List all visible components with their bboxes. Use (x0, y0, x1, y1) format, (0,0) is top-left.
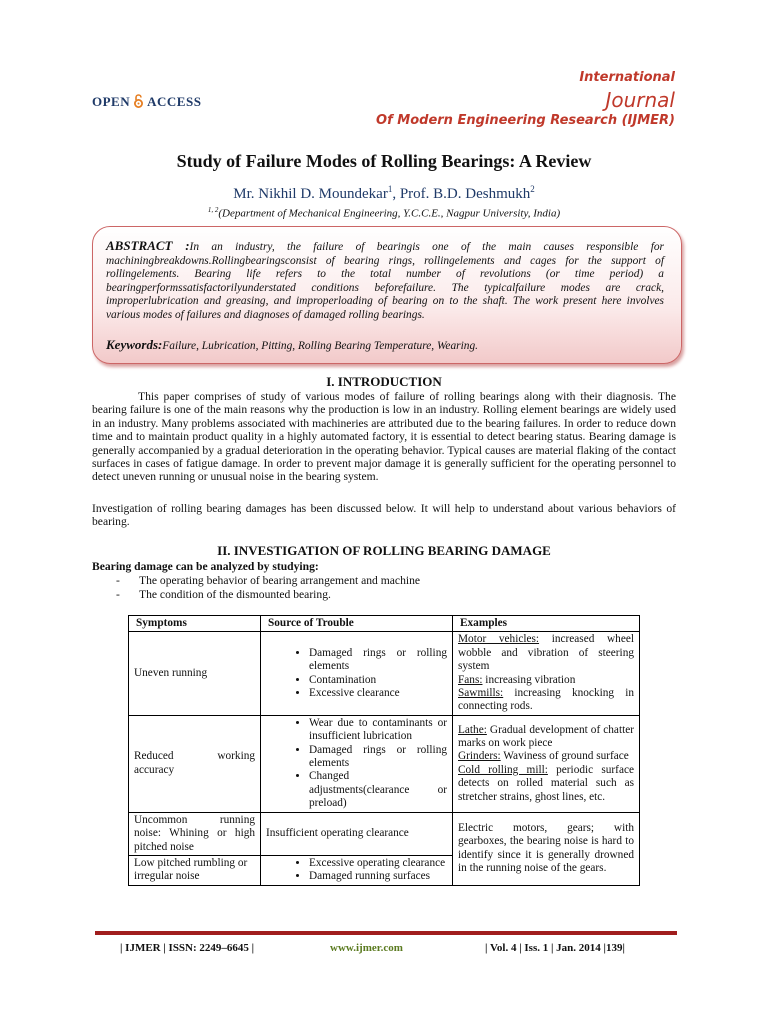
example-label: Fans: (458, 673, 483, 686)
open-access-left: OPEN (92, 94, 131, 109)
keywords (106, 337, 666, 353)
list-item-text: The operating behavior of bearing arrangement and machine (139, 574, 421, 587)
source-cell (261, 855, 453, 885)
source-item: • Damaged rings or rolling elements (309, 647, 447, 674)
symptom-cell: Reduced working accuracy (129, 715, 261, 812)
source-item: • Contamination (309, 674, 447, 687)
header-source: Source of Trouble (261, 616, 453, 632)
list-item-text: The condition of the dismounted bearing. (139, 588, 331, 601)
authors (0, 184, 768, 203)
example-text: Gradual development of chatter marks on work piece (458, 723, 634, 749)
source-item: • Excessive operating clearance (309, 857, 447, 870)
affiliation (0, 206, 768, 220)
author-2-sup: 2 (530, 184, 535, 194)
footer-rule (95, 931, 677, 935)
author-2: Prof. B.D. Deshmukh (399, 186, 531, 202)
source-item: • Damaged rings or rolling elements (309, 744, 447, 771)
examples-cell (453, 715, 640, 812)
journal-name: Journal (605, 88, 675, 112)
symptom-cell: Low pitched rumbling or irregular noise (129, 855, 261, 885)
journal-international: International (579, 70, 675, 85)
list-item (116, 588, 331, 601)
dash-marker: - (116, 574, 120, 587)
intro-paragraph-1: This paper comprises of study of various modes of failure of rolling bearings along with their diagnosis. The bearing failure is one of the main reasons why the production is low in an industry. Rolling element bearings are widely used in an industry. Many problems associated with machineries are attributed due to the bearing failures. In order to reduce down time and to maintain product quality in a highly automated factory, it is essential to detect bearing status. Bearing damage is generally accompanied by a gradual deterioration in the operating behavior. Typical causes are material flaking of the contact surfaces in cases of fatigue damage. In order to prevent major damage it is generally sufficient for the operating personnel to detect uneven running or unusual noise in the bearing system. (92, 390, 676, 484)
example-text: periodic surface detects on rolled material such as stretcher strains, ghost lines, etc. (458, 763, 634, 803)
abstract-body: In an industry, the failure of bearingis one of the main causes responsible for machiningbreakdowns.Rollingbearingsconsist of bearing rings, rollingelements and cages for the support of rollingelements. Bearing life refers to the total number of revolutions (or time period) a bearingperformssatisfactorilyunderstated conditions beforefailure. The typicalfailure modes are crack, improperlubrication and greasing, and improperloading of bearing on to the shaft. The work present here involves various modes of failures and diagnoses of damaged rolling bearings. (106, 241, 664, 321)
example-label: Sawmills: (458, 687, 504, 700)
footer-issn: | IJMER | ISSN: 2249–6645 | (120, 942, 255, 954)
open-access-right: ACCESS (147, 94, 202, 109)
open-lock-icon (133, 94, 144, 108)
affiliation-text: (Department of Mechanical Engineering, Y.C.C.E., Nagpur University, India) (218, 207, 561, 220)
paper-title: Study of Failure Modes of Rolling Bearings: A Review (176, 151, 592, 171)
example-label: Lathe: (458, 723, 487, 736)
source-item: • Wear due to contaminants or insufficient lubrication (309, 717, 447, 744)
footer-website-link[interactable]: www.ijmer.com (330, 942, 403, 954)
example-label: Grinders: (458, 750, 501, 763)
abstract (106, 239, 664, 323)
footer-volume: | Vol. 4 | Iss. 1 | Jan. 2014 |139| (485, 942, 625, 954)
examples-cell (453, 632, 640, 715)
header-symptoms: Symptoms (129, 616, 261, 632)
header-examples: Examples (453, 616, 640, 632)
examples-cell: Electric motors, gears; with gearboxes, the bearing noise is hard to identify since it is generally drowned in the running noise of the gears. (453, 812, 640, 885)
keywords-label: Keywords: (106, 337, 163, 352)
symptoms-table (128, 615, 640, 886)
table-row (129, 715, 640, 812)
table-row (129, 812, 640, 855)
intro-paragraph-2: Investigation of rolling bearing damages has been discussed below. It will help to understand about various behaviors of bearing. (92, 502, 676, 529)
source-item: • Excessive clearance (309, 687, 447, 700)
example-label: Cold rolling mill: (458, 763, 548, 776)
table-header-row (129, 616, 640, 632)
example-text: increasing vibration (482, 673, 576, 686)
source-item: • Damaged running surfaces (309, 870, 447, 883)
example-text: increasing knocking in connecting rods. (458, 687, 634, 713)
dash-marker: - (116, 588, 120, 601)
abstract-label: ABSTRACT : (106, 238, 190, 253)
example-label: Motor vehicles: (458, 633, 540, 646)
source-item: • Changed adjustments(clearance or preload) (309, 770, 447, 810)
table-row (129, 632, 640, 715)
open-access-logo (92, 94, 201, 110)
section2-subhead: Bearing damage can be analyzed by studying: (92, 560, 319, 573)
source-cell (261, 715, 453, 812)
author-1: Mr. Nikhil D. Moundekar (233, 186, 388, 202)
symptom-cell: Uneven running (129, 632, 261, 715)
journal-full-name: Of Modern Engineering Research (IJMER) (376, 113, 675, 128)
author-1-sup: 1 (387, 184, 393, 194)
example-text: Waviness of ground surface (500, 750, 629, 763)
symptom-cell: Uncommon running noise: Whining or high pitched noise (129, 812, 261, 855)
section2-heading: II. INVESTIGATION OF ROLLING BEARING DAMAGE (217, 543, 551, 558)
list-item (116, 574, 420, 587)
author-separator: , (392, 186, 400, 202)
keywords-body: Failure, Lubrication, Pitting, Rolling Bearing Temperature, Wearing. (162, 340, 479, 352)
affiliation-sup: 1, 2 (207, 206, 219, 214)
source-cell (261, 632, 453, 715)
source-cell: Insufficient operating clearance (261, 812, 453, 855)
intro-heading: I. INTRODUCTION (326, 374, 442, 389)
example-text: increased wheel wobble and vibration of steering system (458, 633, 635, 673)
